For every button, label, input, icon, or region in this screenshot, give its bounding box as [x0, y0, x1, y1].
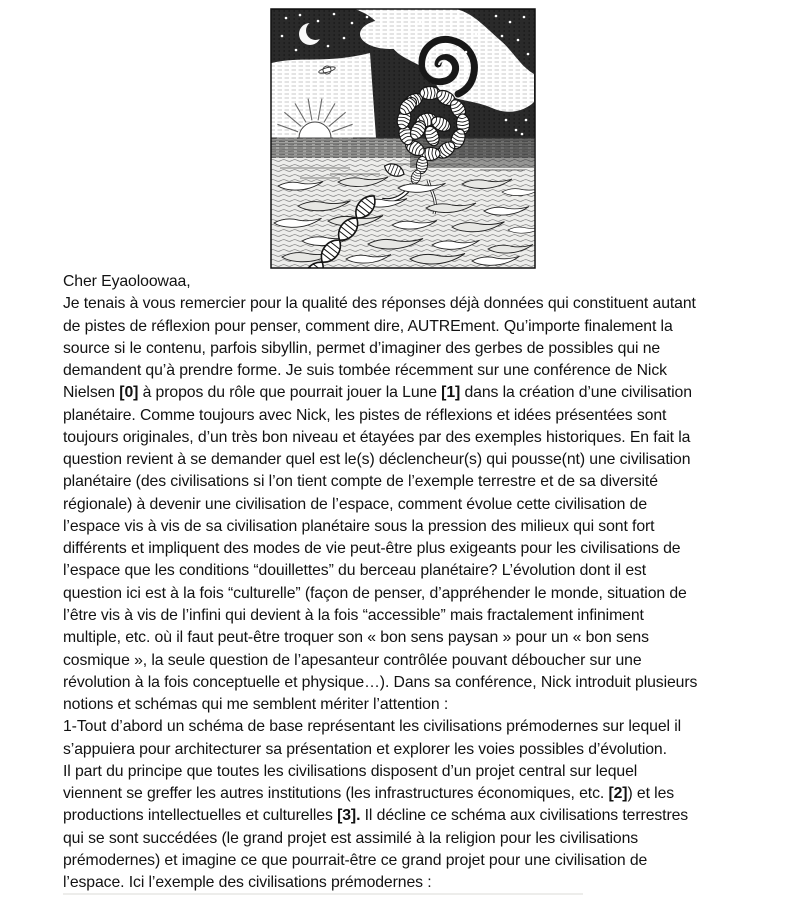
letter-line — [63, 828, 758, 850]
letter-line — [63, 872, 758, 894]
text-segment: qui se sont succédées (le grand projet est assimilé à la religion pour les civilisations — [63, 829, 639, 847]
ink-drawing-image — [270, 8, 536, 269]
text-segment: l’espace vis à vis de sa civilisation planétaire sous la pression des milieux qui sont fort — [63, 517, 655, 535]
text-segment: notions et schémas qui me semblent mériter l’attention : — [63, 696, 449, 714]
letter-line — [63, 650, 758, 672]
text-segment: Il part du principe que toutes les civilisations disposent d’un projet central sur lequel — [63, 762, 638, 780]
text-segment: prémodernes) et imagine ce que pourrait-être ce grand projet pour une civilisation de — [63, 851, 648, 869]
text-segment: 1-Tout d’abord un schéma de base représentant les civilisations prémodernes sur lequel il — [63, 718, 682, 736]
letter-line — [63, 293, 758, 315]
letter-line — [63, 360, 758, 382]
letter-line — [63, 471, 758, 493]
letter-body — [63, 271, 758, 894]
letter-line — [63, 560, 758, 582]
text-segment: Cher Eyaoloowaa, — [63, 273, 191, 290]
text-segment: Nielsen — [63, 384, 120, 402]
text-segment: l’espace que les conditions “douillettes” du berceau planétaire? L’évolution dont il est — [63, 562, 647, 580]
letter-line — [63, 783, 758, 805]
text-segment: l’être vis à vis de l’infini qui devient à la fois “accessible” mais fractalement infiniment — [63, 606, 644, 624]
text-segment: cosmique », la seule question de l’apesanteur contrôlée pouvant déboucher sur une — [63, 651, 642, 669]
letter-line — [63, 716, 758, 738]
text-segment: toujours originales, d’un très bon niveau et étayées par des exemples historiques. En fait la — [63, 428, 691, 446]
letter-line — [63, 494, 758, 516]
text-segment: de pistes de réflexion pour penser, comment dire, AUTREment. Qu’importe finalement la — [63, 317, 673, 335]
text-segment: question ici est à la fois “culturelle” (façon de penser, d’appréhender le monde, situation de — [63, 584, 687, 602]
text-segment: multiple, etc. où il faut peut-être troquer son « bon sens paysan » pour un « bon sens — [63, 629, 649, 647]
text-segment: planétaire (des civilisations si l’on tient compte de l’exemple terrestre et de sa diversité — [63, 473, 658, 491]
text-segment: différents et impliquent des modes de vie peut-être plus exigeants pour les civilisations de — [63, 540, 681, 558]
text-segment: révolution à la fois conceptuelle et physique…). Dans sa conférence, Nick introduit plusieurs — [63, 673, 698, 691]
text-segment: Je tenais à vous remercier pour la qualité des réponses déjà données qui constituent autant — [63, 295, 696, 313]
letter-line — [63, 427, 758, 449]
letter-line — [63, 583, 758, 605]
next-figure-top-edge — [63, 893, 583, 895]
letter-line — [63, 538, 758, 560]
text-segment: planétaire. Comme toujours avec Nick, les pistes de réflexions et idées présentées sont — [63, 406, 667, 424]
text-segment: question revient à se demander quel est le(s) déclencheur(s) qui pousse(nt) une civilisation — [63, 451, 691, 469]
text-segment: demandent qu’à prendre forme. Je suis tombée récemment sur une conférence de Nick — [63, 362, 667, 380]
letter-line — [63, 627, 758, 649]
letter-line — [63, 672, 758, 694]
text-segment: l’espace. Ici l’exemple des civilisations prémodernes : — [63, 874, 432, 892]
reference-marker: [2] — [608, 785, 628, 803]
text-segment: régionale) à devenir une civilisation de l’espace, comment évolue cette civilisation de — [63, 495, 648, 513]
letter-line — [63, 694, 758, 716]
letter-line — [63, 605, 758, 627]
letter-line — [63, 516, 758, 538]
letter-line — [63, 405, 758, 427]
text-segment: dans la création d’une civilisation — [460, 384, 692, 402]
text-segment: Il décline ce schéma aux civilisations terrestres — [360, 807, 689, 825]
letter-line — [63, 449, 758, 471]
letter-line — [63, 382, 758, 404]
text-segment: productions intellectuelles et culturelles — [63, 807, 338, 825]
letter-line — [63, 805, 758, 827]
letter-line — [63, 761, 758, 783]
letter-line — [63, 316, 758, 338]
reference-marker: [0] — [119, 384, 139, 402]
reference-marker: [1] — [441, 384, 461, 402]
letter-illustration — [270, 8, 536, 269]
text-segment: viennent se greffer les autres institutions (les infrastructures économiques, etc. — [63, 785, 609, 803]
text-segment: à propos du rôle que pourrait jouer la Lune — [138, 384, 442, 402]
text-segment: s’appuiera pour architecturer sa présentation et explorer les voies possibles d’évolution. — [63, 740, 667, 758]
letter-line — [63, 338, 758, 360]
text-segment: source si le contenu, parfois sibyllin, permet d’imaginer des gerbes de possibles qui ne — [63, 339, 661, 357]
letter-line — [63, 850, 758, 872]
text-segment: ) et les — [627, 785, 675, 803]
reference-marker: [3]. — [337, 807, 361, 825]
letter-line — [63, 271, 758, 293]
letter-line — [63, 739, 758, 761]
